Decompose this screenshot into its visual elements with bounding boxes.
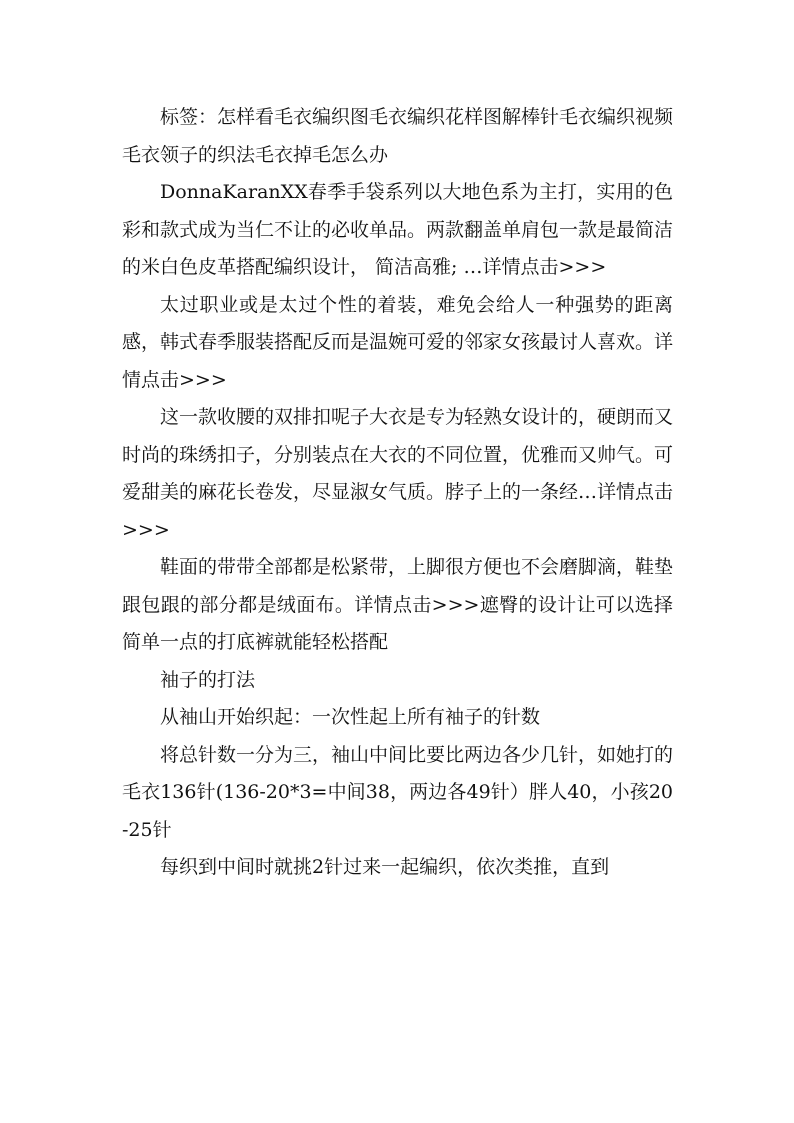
sleeve-step-2: 将总针数一分为三，袖山中间比要比两边各少几针，如她打的毛衣136针(136-20*3=中间38，两边各49针）胖人40，小孩20-25针 [122,743,674,841]
sleeve-heading: 袖子的打法 [160,668,256,691]
document-body [122,99,673,887]
shoes-paragraph: 鞋面的带带全部都是松紧带，上脚很方便也不会磨脚滴，鞋垫跟包跟的部分都是绒面布。详情点击>>>遮臀的设计让可以选择简单一点的打底裤就能轻松搭配 [122,556,674,653]
tags-paragraph: 标签：怎样看毛衣编织图毛衣编织花样图解棒针毛衣编织视频毛衣领子的织法毛衣掉毛怎么办 [122,106,674,166]
sleeve-step-1: 从袖山开始织起：一次性起上所有袖子的针数 [160,706,541,728]
outfit-paragraph: 太过职业或是太过个性的着装，难免会给人一种强势的距离感，韩式春季服装搭配反而是温婉可爱的邻家女孩最讨人喜欢。详情点击>>> [122,293,674,391]
coat-paragraph: 这一款收腰的双排扣呢子大衣是专为轻熟女设计的，硬朗而又时尚的珠绣扣子，分别装点在大衣的不同位置，优雅而又帅气。可爱甜美的麻花长卷发，尽显淑女气质。脖子上的一条经…详情点击>>> [122,406,674,541]
handbag-paragraph: DonnaKaranXX春季手袋系列以大地色系为主打，实用的色彩和款式成为当仁不让的必收单品。两款翻盖单肩包一款是最简洁的米白色皮革搭配编织设计， 简洁高雅; …详情点击>>> [122,181,674,278]
sleeve-step-3: 每织到中间时就挑2针过来一起编织，依次类推，直到 [160,856,610,878]
